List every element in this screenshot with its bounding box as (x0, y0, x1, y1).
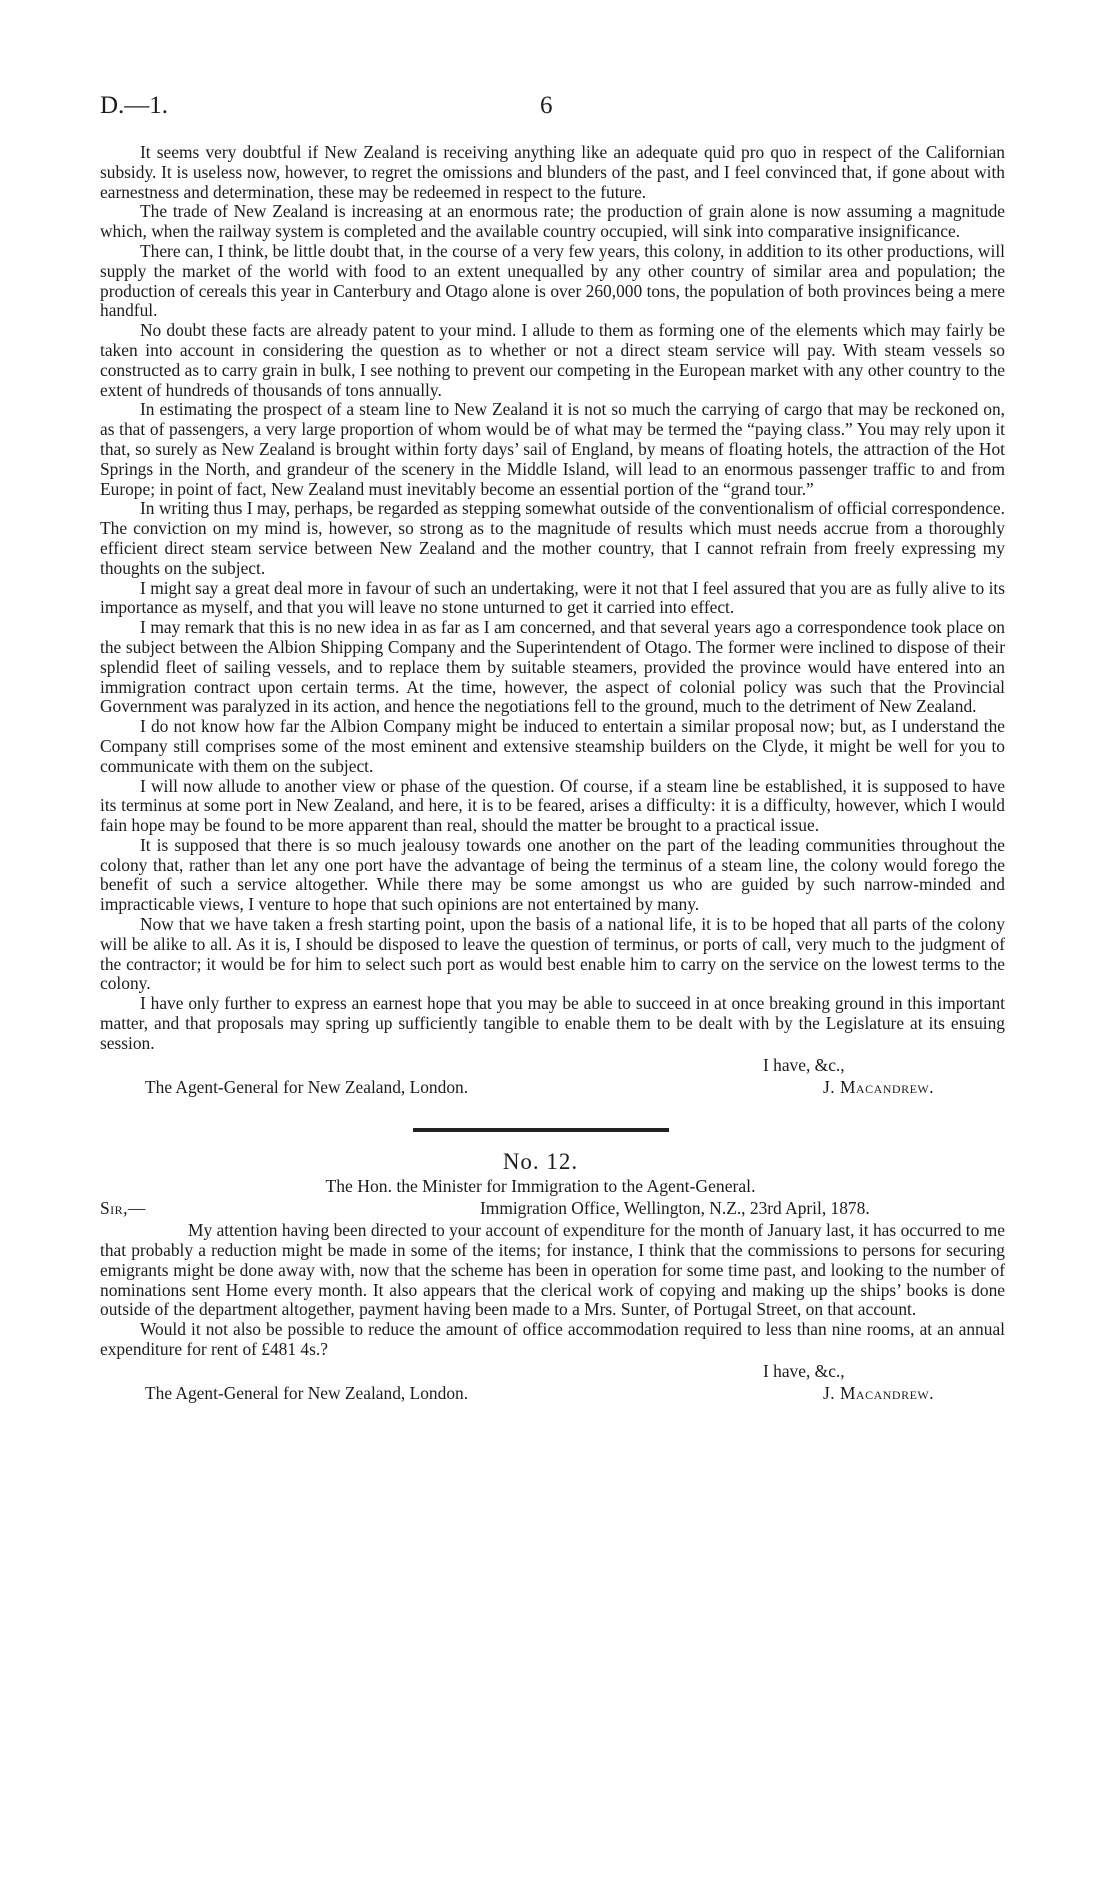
paragraph: My attention having been directed to your account of expenditure for the month of January last, it has occurred to me that probably a reduction might be made in some of the items; for instance, I think that the commissions to persons for securing emigrants might be done away with, now that the scheme has been in operation for some time past, and looking to the number of nominations sent Home every month. It also appears that the clerical work of copying and making up the ships’ books is done outside of the department altogether, payment having been made to a Mrs. Sunter, of Portugal Street, on that account. (100, 1220, 1005, 1320)
paragraph: In writing thus I may, perhaps, be regarded as stepping somewhat outside of the conventionalism of official correspondence. The conviction on my mind is, however, so strong as to the magnitude of results which must needs accrue from a thoroughly efficient direct steam service between New Zealand and the mother country, that I cannot refrain from freely expressing my thoughts on the subject. (100, 498, 1005, 578)
addressee: The Agent-General for New Zealand, London. (145, 1076, 469, 1097)
greeting-line (100, 1199, 1005, 1221)
paragraph: I have only further to express an earnest hope that you may be able to succeed in at once breaking ground in this important matter, and that proposals may spring up sufficiently tangible to enable them to be dealt with by the Legislature at its ensuing session. (100, 993, 1005, 1053)
paragraph: I will now allude to another view or phase of the question. Of course, if a steam line be established, it is supposed to have its terminus at some port in New Zealand, and here, it is to be feared, arises a difficulty: it is a difficulty, however, which I would fain hope may be found to be more apparent than real, should the matter be brought to a practical issue. (100, 775, 1005, 836)
paragraph: Now that we have taken a fresh starting point, upon the basis of a national life, it is to be hoped that all parts of the colony will be alike to all. As it is, I should be disposed to leave the question of terminus, or ports of call, very much to the judgment of the contractor; it would be for him to select such port as would best enable him to carry on the service on the lowest terms to the colony. (100, 914, 1005, 994)
letter-no-12 (100, 1148, 1005, 1406)
page-header (100, 92, 1005, 122)
letter-closing (100, 1056, 1005, 1100)
place-date: Immigration Office, Wellington, N.Z., 23rd April, 1878. (480, 1198, 870, 1219)
paragraph: It seems very doubtful if New Zealand is receiving anything like an adequate quid pro quo in respect of the Californian subsidy. It is useless now, however, to regret the omissions and blunders of the past, and I feel convinced that, if gone about with earnestness and determination, these may be redeemed in respect to the future. (100, 142, 1005, 202)
paragraph: Would it not also be possible to reduce the amount of office accommodation required to less than nine rooms, at an annual expenditure for rent of £481 4s.? (100, 1319, 1005, 1360)
letter-number: No. 12. (502, 1148, 579, 1174)
greeting: Sir,— (100, 1198, 146, 1219)
paragraph: The trade of New Zealand is increasing at an enormous rate; the production of grain alone is now assuming a magnitude which, when the railway system is completed and the available country occupied, will sink into comparative insignificance. (100, 201, 1005, 242)
addressee: The Agent-General for New Zealand, London. (145, 1382, 469, 1403)
paragraph: It is supposed that there is so much jealousy towards one another on the part of the leading communities throughout the colony that, rather than let any one port have the advantage of being the terminus of a steam line, the colony would forego the benefit of such a service altogether. While there may be some amongst us who are guided by such narrow-minded and impracticable views, I venture to hope that such opinions are not entertained by many. (100, 834, 1005, 915)
closing-salutation: I have, &c., (763, 1054, 845, 1075)
document-reference: D.—1. (100, 92, 169, 119)
letter-continuation (100, 143, 1005, 1100)
paragraph: I may remark that this is no new idea in as far as I am concerned, and that several years ago a correspondence took place on the subject between the Albion Shipping Company and the Superintendent of Otago. The former were inclined to dispose of their splendid fleet of sailing vessels, and to replace them by suitable steamers, provided the province would have entered into an immigration contract upon certain terms. At the time, however, the aspect of colonial policy was such that the Provincial Government was paralyzed in its action, and hence the negotiations fell to the ground, much to the detriment of New Zealand. (100, 617, 1005, 717)
paragraph: No doubt these facts are already patent to your mind. I allude to them as forming one of the elements which may fairly be taken into account in considering the question as to whether or not a direct steam service will pay. With steam vessels so constructed as to carry grain in bulk, I see nothing to prevent our competing in the European market with any other country to the extent of hundreds of thousands of tons annually. (100, 320, 1005, 400)
section-divider (413, 1128, 669, 1132)
paragraph: I do not know how far the Albion Company might be induced to entertain a similar proposal now; but, as I understand the Company still comprises some of the most eminent and extensive steamship builders on the Clyde, it might be well for you to communicate with them on the subject. (100, 716, 1005, 776)
letter-closing (100, 1362, 1005, 1406)
page-number: 6 (540, 92, 553, 119)
letter-subtitle: The Hon. the Minister for Immigration to the Agent-General. (325, 1176, 756, 1197)
paragraph: I might say a great deal more in favour of such an undertaking, were it not that I feel assured that you are as fully alive to its importance as myself, and that you will leave no stone unturned to get it carried into effect. (100, 577, 1005, 618)
signature: J. Macandrew. (823, 1382, 935, 1403)
signature: J. Macandrew. (823, 1076, 935, 1097)
closing-salutation: I have, &c., (763, 1360, 845, 1381)
paragraph: In estimating the prospect of a steam line to New Zealand it is not so much the carrying of cargo that may be reckoned on, as that of passengers, a very large proportion of whom would be of what may be termed the “paying class.” You may rely upon it that, so surely as New Zealand is brought within forty days’ sail of England, by means of floating hotels, the attraction of the Hot Springs in the North, and grandeur of the scenery in the Middle Island, will lead to an enormous passenger traffic to and from Europe; in point of fact, New Zealand must inevitably become an essential portion of the “grand tour.” (100, 399, 1005, 499)
paragraph: There can, I think, be little doubt that, in the course of a very few years, this colony, in addition to its other productions, will supply the market of the world with food to an extent unequalled by any other country of similar area and population; the production of cereals this year in Canterbury and Otago alone is over 260,000 tons, the population of both provinces being a mere handful. (100, 240, 1005, 321)
document-body (100, 143, 1005, 1406)
